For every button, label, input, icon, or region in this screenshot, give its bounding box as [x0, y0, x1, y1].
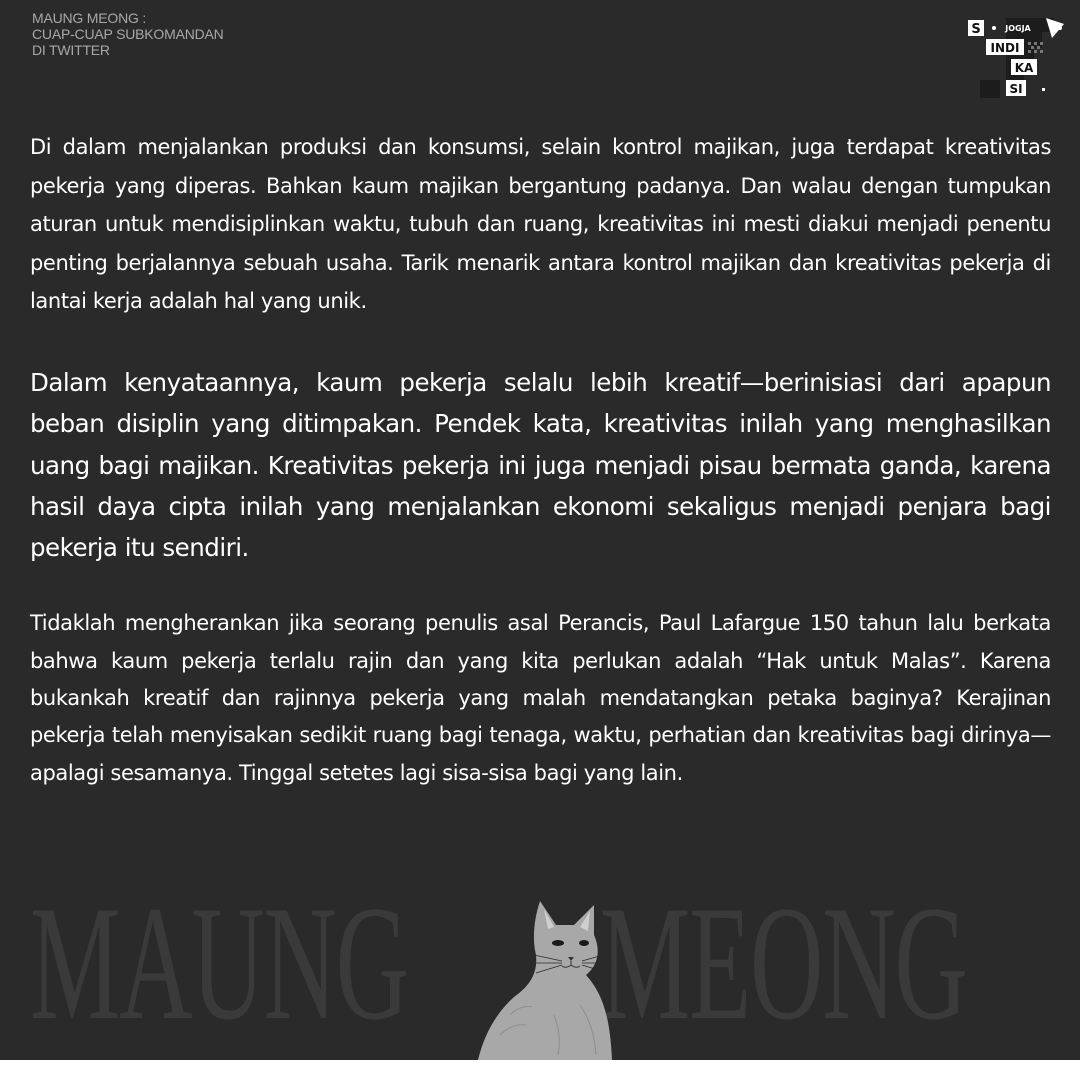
header-title-block	[32, 10, 224, 58]
article-body	[30, 128, 1051, 792]
header-line-3: DI TWITTER	[32, 42, 110, 58]
logo-indi-text: INDI	[990, 41, 1020, 55]
header-line-1: MAUNG MEONG :	[32, 10, 147, 26]
paragraph-2: Dalam kenyataannya, kaum pekerja selalu lebih kreatif—berinisiasi dari apapun beban disiplin yang ditimpakan. Pendek kata, kreativitas inilah yang menghasilkan uang bagi majikan. Kreativitas pekerja ini juga menjadi pisau bermata ganda, karena hasil daya cipta inilah yang menjalankan ekonomi sekaligus menjadi penjara bagi pekerja itu sendiri.	[30, 367, 1051, 563]
cat-illustration	[470, 895, 620, 1060]
paragraph-1: Di dalam menjalankan produksi dan konsumsi, selain kontrol majikan, juga terdapat kreativitas pekerja yang diperas. Bahkan kaum majikan bergantung padanya. Dan walau dengan tumpukan aturan untuk mendisiplinkan waktu, tubuh dan ruang, kreativitas ini mesti diakui menjadi penentu penting berjalannya sebuah usaha. Tarik menarik antara kontrol majikan dan kreativitas pekerja di lantai kerja adalah hal yang unik.	[30, 135, 1051, 314]
bottom-strip	[0, 1060, 1080, 1080]
header-line-2: CUAP-CUAP SUBKOMANDAN	[32, 26, 224, 42]
logo-ka-text: KA	[1014, 61, 1034, 75]
logo-si-text: SI	[1009, 82, 1023, 96]
indikasi-logo	[966, 18, 1066, 100]
logo-s-text: S	[971, 22, 981, 37]
paragraph-3: Tidaklah mengherankan jika seorang penulis asal Perancis, Paul Lafargue 150 tahun lalu berkata bahwa kaum pekerja terlalu rajin dan yang kita perlukan adalah “Hak untuk Malas”. Karena bukankah kreatif dan rajinnya pekerja yang malah mendatangkan petaka baginya? Kerajinan pekerja telah menyisakan sedikit ruang bagi tenaga, waktu, perhatian dan kreativitas bagi dirinya—apalagi sesamanya. Tinggal setetes lagi sisa-sisa bagi yang lain.	[30, 611, 1051, 785]
brand-word-right: MEONG	[600, 873, 967, 1054]
logo-jogja-text: JOGJA	[1005, 24, 1031, 33]
brand-word-left: MAUNG	[30, 873, 408, 1054]
